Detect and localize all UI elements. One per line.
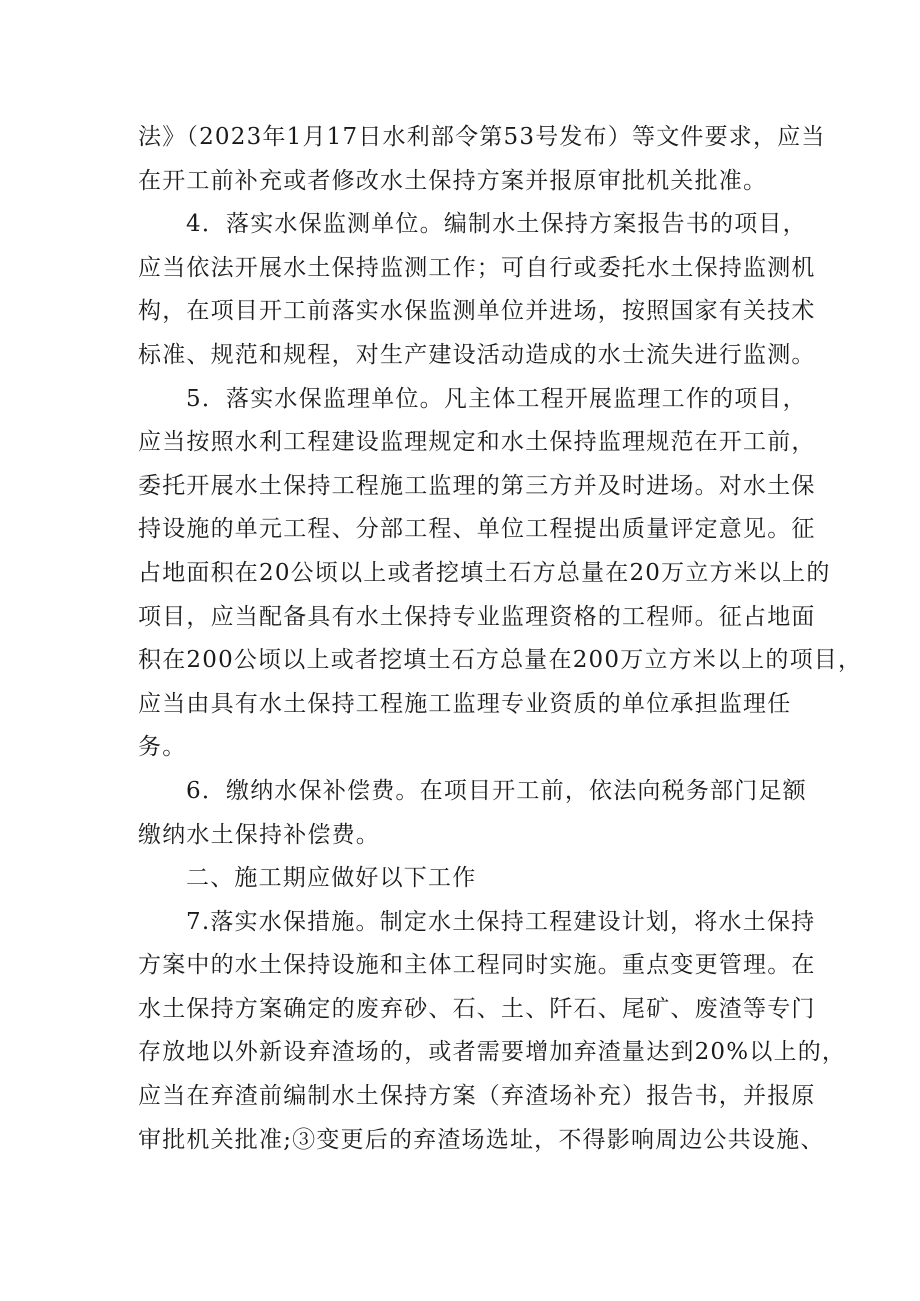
text-line: 7.落实水保措施。制定水土保持工程建设计划，将水土保持 — [186, 908, 816, 935]
text-line: 缴纳水土保持补偿费。 — [138, 821, 380, 848]
text-line: 在开工前补充或者修改水土保持方案并报原审批机关批准。 — [138, 167, 768, 194]
text-line: 存放地以外新设弃渣场的，或者需要增加弃渣量达到20%以上的， — [138, 1039, 847, 1066]
text-line: 应当在弃渣前编制水土保持方案（弃渣场补充）报告书，并报原 — [138, 1083, 816, 1110]
text-line: 应当依法开展水土保持监测工作；可自行或委托水土保持监测机 — [138, 254, 816, 281]
text-line: 方案中的水土保持设施和主体工程同时实施。重点变更管理。在 — [138, 952, 816, 979]
text-line: 6．缴纳水保补偿费。在项目开工前，依法向税务部门足额 — [186, 777, 807, 804]
section-heading — [138, 857, 788, 901]
paragraph-continuation — [138, 116, 826, 203]
text-line: 二、施工期应做好以下工作 — [186, 865, 477, 892]
paragraph-item-4 — [138, 203, 816, 377]
text-line: 审批机关批准;③变更后的弃渣场选址，不得影响周边公共设施、 — [138, 1126, 825, 1153]
paragraph-item-6 — [138, 770, 807, 857]
text-line: 构，在项目开工前落实水保监测单位并进场，按照国家有关技术 — [138, 298, 816, 325]
text-line: 持设施的单元工程、分部工程、单位工程提出质量评定意见。征 — [138, 516, 816, 543]
text-line: 应当按照水利工程建设监理规定和水土保持监理规范在开工前， — [138, 429, 816, 456]
text-line: 水土保持方案确定的废弃砂、石、土、阡石、尾矿、废渣等专门 — [138, 995, 816, 1022]
paragraph-item-5 — [138, 378, 863, 770]
text-line: 法》（2023年1月17日水利部令第53号发布）等文件要求，应当 — [138, 124, 826, 150]
text-line: 标准、规范和规程，对生产建设活动造成的水士流失进行监测。 — [138, 341, 816, 368]
document-body — [138, 116, 863, 1162]
text-line: 务。 — [138, 734, 187, 761]
text-line: 占地面积在20公顷以上或者挖填土石方总量在20万立方米以上的 — [138, 559, 831, 586]
text-line: 项目，应当配备具有水土保持专业监理资格的工程师。征占地面 — [138, 603, 816, 630]
text-line: 积在200公顷以上或者挖填土石方总量在200万立方米以上的项目， — [138, 647, 863, 674]
text-line: 5．落实水保监理单位。凡主体工程开展监理工作的项目， — [186, 385, 807, 412]
text-line: 委托开展水土保持工程施工监理的第三方并及时进场。对水土保 — [138, 472, 816, 499]
text-line: 应当由具有水土保持工程施工监理专业资质的单位承担监理任 — [138, 690, 792, 717]
paragraph-item-7 — [138, 901, 847, 1163]
text-line: 4．落实水保监测单位。编制水土保持方案报告书的项目， — [186, 211, 807, 238]
